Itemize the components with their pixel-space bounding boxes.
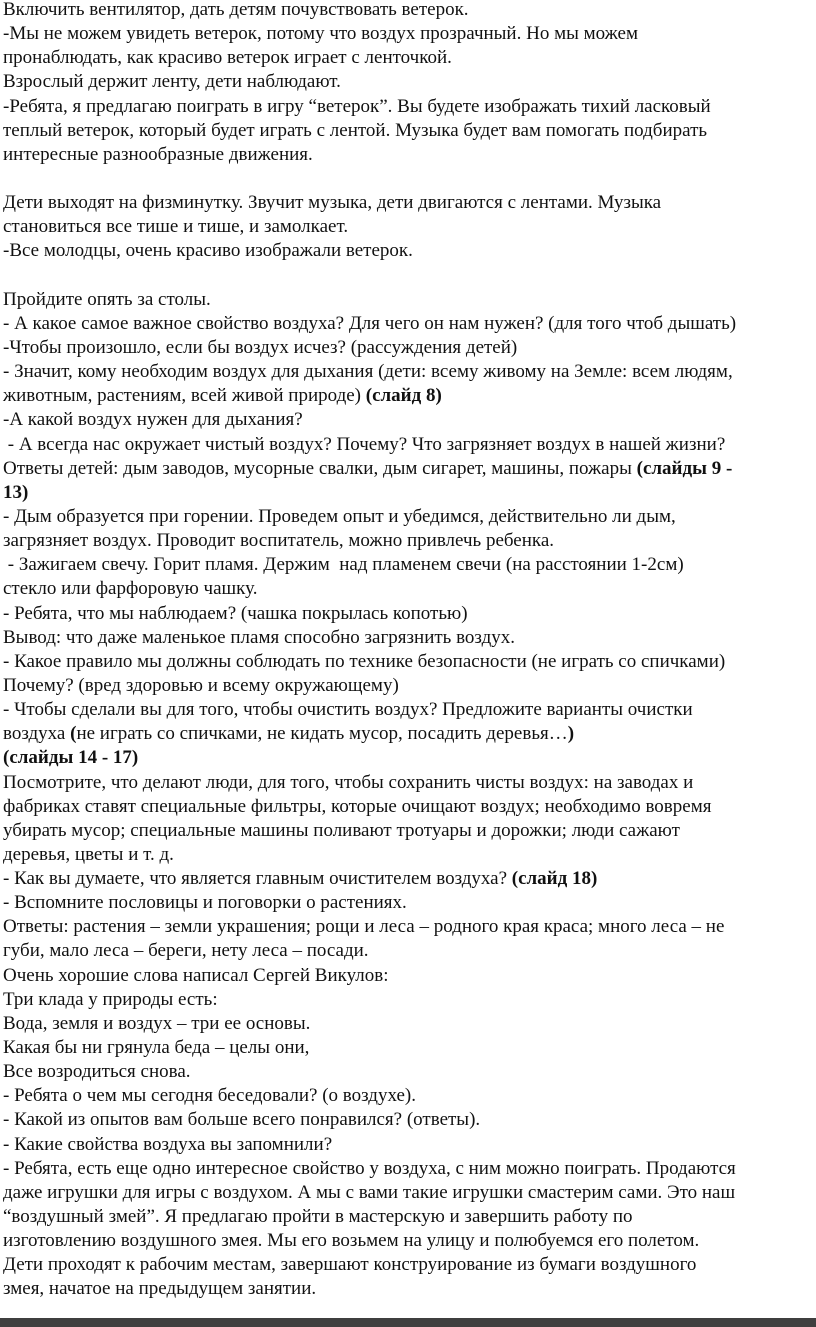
text-segment: убирать мусор; специальные машины поливают тротуары и дорожки; люди сажают xyxy=(3,819,680,841)
bold-text-segment: (слайды 14 - 17) xyxy=(3,747,139,769)
text-line xyxy=(3,95,816,119)
text-line xyxy=(3,891,816,915)
text-segment: интересные разнообразные движения. xyxy=(3,143,313,165)
text-line xyxy=(3,1253,816,1277)
text-line xyxy=(3,360,816,384)
text-segment: Очень хорошие слова написал Сергей Викулов: xyxy=(3,964,389,986)
text-line xyxy=(3,698,816,722)
text-segment: воздуха xyxy=(3,723,71,745)
text-line xyxy=(3,722,816,746)
bold-text-segment: (слайд 18) xyxy=(511,868,598,890)
bold-text-segment: 13) xyxy=(3,481,29,503)
text-segment: - Чтобы сделали вы для того, чтобы очистить воздух? Предложите варианты очистки xyxy=(3,699,693,721)
text-line xyxy=(3,1108,816,1132)
text-line xyxy=(3,1036,816,1060)
text-segment: - Дым образуется при горении. Проведем опыт и убедимся, действительно ли дым, xyxy=(3,505,676,527)
text-line xyxy=(3,505,816,529)
text-line xyxy=(3,1157,816,1181)
text-segment: -А какой воздух нужен для дыхания? xyxy=(3,409,303,431)
text-line xyxy=(3,1229,816,1253)
text-line xyxy=(3,0,816,22)
text-segment: Дети выходят на физминутку. Звучит музыка, дети двигаются с лентами. Музыка xyxy=(3,192,662,214)
text-line xyxy=(3,553,816,577)
text-segment: -Ребята, я предлагаю поиграть в игру “ветерок”. Вы будете изображать тихий ласковый xyxy=(3,95,711,117)
bold-text-segment: (слайд 8) xyxy=(365,385,442,407)
bottom-edge-bar xyxy=(0,1318,816,1327)
text-line xyxy=(3,167,816,191)
text-segment: загрязняет воздух. Проводит воспитатель, можно привлечь ребенка. xyxy=(3,530,555,552)
text-line xyxy=(3,988,816,1012)
text-line xyxy=(3,1205,816,1229)
text-line xyxy=(3,819,816,843)
text-segment: - Вспомните пословицы и поговорки о растениях. xyxy=(3,892,407,914)
text-line xyxy=(3,433,816,457)
text-line xyxy=(3,795,816,819)
text-segment: Посмотрите, что делают люди, для того, чтобы сохранить чисты воздух: на заводах и xyxy=(3,771,694,793)
text-line xyxy=(3,70,816,94)
text-segment: Три клада у природы есть: xyxy=(3,988,218,1010)
bold-text-segment: (слайды 9 - xyxy=(636,457,733,479)
text-line xyxy=(3,626,816,650)
text-segment: - А какое самое важное свойство воздуха? Для чего он нам нужен? (для того чтоб дышать) xyxy=(3,312,737,334)
text-line xyxy=(3,1133,816,1157)
text-segment: Почему? (вред здоровью и всему окружающему) xyxy=(3,674,399,696)
text-line xyxy=(3,288,816,312)
text-segment: изготовлению воздушного змея. Мы его возьмем на улицу и полюбуемся его полетом. xyxy=(3,1230,700,1252)
text-segment: стекло или фарфоровую чашку. xyxy=(3,578,258,600)
text-segment: даже игрушки для игры с воздухом. А мы с вами такие игрушки смастерим сами. Это наш xyxy=(3,1181,736,1203)
text-line xyxy=(3,577,816,601)
text-line xyxy=(3,143,816,167)
text-line xyxy=(3,215,816,239)
text-segment: Пройдите опять за столы. xyxy=(3,288,211,310)
text-line xyxy=(3,650,816,674)
text-segment: - А всегда нас окружает чистый воздух? Почему? Что загрязняет воздух в нашей жизни? xyxy=(3,433,726,455)
text-segment: Какая бы ни грянула беда – целы они, xyxy=(3,1037,310,1059)
text-segment: животным, растениям, всей живой природе) xyxy=(3,385,366,407)
text-line xyxy=(3,1012,816,1036)
text-segment: -Чтобы произошло, если бы воздух исчез? (рассуждения детей) xyxy=(3,336,518,358)
text-segment: “воздушный змей”. Я предлагаю пройти в мастерскую и завершить работу по xyxy=(3,1206,633,1228)
text-segment: Включить вентилятор, дать детям почувствовать ветерок. xyxy=(3,0,469,20)
text-segment: губи, мало леса – береги, нету леса – посади. xyxy=(3,940,369,962)
text-segment: пронаблюдать, как красиво ветерок играет с ленточкой. xyxy=(3,47,452,69)
text-line xyxy=(3,191,816,215)
text-segment: Ответы: растения – земли украшения; рощи и леса – родного края краса; много леса – не xyxy=(3,916,725,938)
text-line xyxy=(3,1060,816,1084)
text-segment: Все возродиться снова. xyxy=(3,1061,191,1083)
text-line xyxy=(3,457,816,481)
text-segment: Вывод: что даже маленькое пламя способно загрязнить воздух. xyxy=(3,626,516,648)
text-segment: Вода, земля и воздух – три ее основы. xyxy=(3,1012,311,1034)
text-segment: становиться все тише и тише, и замолкает. xyxy=(3,216,349,238)
text-line xyxy=(3,384,816,408)
text-line xyxy=(3,336,816,360)
text-segment: - Ребята, есть еще одно интересное свойство у воздуха, с ним можно поиграть. Продаются xyxy=(3,1157,736,1179)
text-line xyxy=(3,771,816,795)
text-line xyxy=(3,674,816,698)
text-segment: -Все молодцы, очень красиво изображали ветерок. xyxy=(3,240,413,262)
text-line xyxy=(3,481,816,505)
text-line xyxy=(3,119,816,143)
text-segment: не играть со спичками, не кидать мусор, посадить деревья… xyxy=(76,723,568,745)
text-segment: Ответы детей: дым заводов, мусорные свалки, дым сигарет, машины, пожары xyxy=(3,457,637,479)
bold-text-segment: ( xyxy=(70,723,77,745)
text-line xyxy=(3,312,816,336)
text-segment: змея, начатое на предыдущем занятии. xyxy=(3,1278,317,1300)
text-line xyxy=(3,843,816,867)
text-line xyxy=(3,46,816,70)
text-segment: фабриках ставят специальные фильтры, которые очищают воздух; необходимо вовремя xyxy=(3,795,712,817)
text-line xyxy=(3,964,816,988)
text-segment: - Какой из опытов вам больше всего понравился? (ответы). xyxy=(3,1109,481,1131)
text-line xyxy=(3,264,816,288)
text-line xyxy=(3,602,816,626)
text-segment: теплый ветерок, который будет играть с лентой. Музыка будет вам помогать подбирать xyxy=(3,119,708,141)
text-line xyxy=(3,867,816,891)
text-segment: - Ребята о чем мы сегодня беседовали? (о воздухе). xyxy=(3,1085,416,1107)
bold-text-segment: ) xyxy=(567,723,575,745)
text-line xyxy=(3,529,816,553)
text-segment: - Ребята, что мы наблюдаем? (чашка покрылась копотью) xyxy=(3,602,468,624)
text-line xyxy=(3,939,816,963)
text-line xyxy=(3,408,816,432)
text-segment: - Какие свойства воздуха вы запомнили? xyxy=(3,1133,333,1155)
text-segment: Взрослый держит ленту, дети наблюдают. xyxy=(3,71,341,93)
text-segment: - Какое правило мы должны соблюдать по технике безопасности (не играть со спичками) xyxy=(3,650,726,672)
text-line xyxy=(3,1181,816,1205)
text-segment: - Зажигаем свечу. Горит пламя. Держим над пламенем свечи (на расстоянии 1-2см) xyxy=(3,554,684,576)
text-line xyxy=(3,1084,816,1108)
text-line xyxy=(3,746,816,770)
text-segment: деревья, цветы и т. д. xyxy=(3,843,174,865)
text-line xyxy=(3,22,816,46)
text-segment: Дети проходят к рабочим местам, завершают конструирование из бумаги воздушного xyxy=(3,1254,697,1276)
text-line xyxy=(3,239,816,263)
text-segment: -Мы не можем увидеть ветерок, потому что воздух прозрачный. Но мы можем xyxy=(3,23,638,45)
text-line xyxy=(3,1277,816,1301)
document-text xyxy=(3,0,816,1302)
text-line xyxy=(3,915,816,939)
text-segment: - Значит, кому необходим воздух для дыхания (дети: всему живому на Земле: всем людям, xyxy=(3,361,733,383)
text-segment: - Как вы думаете, что является главным очистителем воздуха? xyxy=(3,868,512,890)
